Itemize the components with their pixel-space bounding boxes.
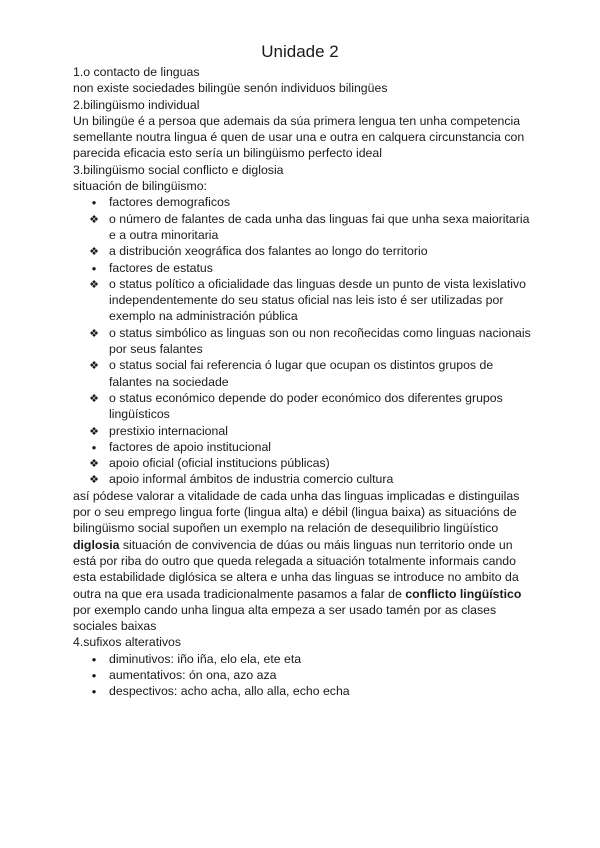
body-text: outra na que era usada tradicionalmente pasamos a falar de <box>73 586 406 601</box>
document-body <box>73 64 533 700</box>
bullet-diamond-icon <box>87 211 101 228</box>
list-item-text: lingüísticos <box>109 407 170 422</box>
list-item <box>73 357 533 390</box>
list-item <box>73 325 533 358</box>
body-line: está por riba do outro que queda relegada a situación totalmente informais cando <box>73 553 516 568</box>
list-item <box>73 683 533 699</box>
list-item-text: e a outra minoritaria <box>109 227 219 242</box>
body-line: bilingüismo social supoñen un exemplo na relación de desequilibrio lingüístico <box>73 521 499 536</box>
bullet-diamond-icon <box>87 325 101 342</box>
subheading: situación de bilingüismo: <box>73 179 207 194</box>
list-item <box>73 423 533 439</box>
list-item-text: o número de falantes de cada unha das linguas fai que unha sexa maioritaria <box>109 211 530 226</box>
bullet-diamond-icon <box>87 423 101 440</box>
suffix-list <box>73 651 533 700</box>
list-item-text: factores de apoio institucional <box>109 439 272 454</box>
list-item-text: a distribución xeográfica dos falantes ao longo do territorio <box>109 244 428 259</box>
body-line <box>73 537 533 553</box>
page-title: Unidade 2 <box>261 42 339 61</box>
list-item-text: o status simbólico as linguas son ou non recoñecidas como linguas nacionais <box>109 325 531 340</box>
body-line: por exemplo cando unha lingua alta empeza a ser usado tamén por as clases <box>73 602 497 617</box>
list-item <box>73 651 533 667</box>
list-item-text: por seus falantes <box>109 342 203 357</box>
bullet-diamond-icon <box>87 455 101 472</box>
bullet-diamond-icon <box>87 357 101 374</box>
list-item <box>73 390 533 423</box>
bullet-diamond-icon <box>87 276 101 293</box>
list-item-text: aumentativos: ón ona, azo aza <box>109 667 277 682</box>
bullet-dot-icon <box>87 683 101 701</box>
list-item <box>73 471 533 487</box>
bold-term-conflicto: conflicto lingüístico <box>405 586 522 601</box>
section-heading-3: 3.bilingüismo social conflicto e diglosia <box>73 162 284 177</box>
body-line <box>73 586 533 602</box>
bullet-diamond-icon <box>87 471 101 488</box>
list-item-text: falantes na sociedade <box>109 374 229 389</box>
body-line: así pódese valorar a vitalidade de cada unha das linguas implicadas e distinguilas <box>73 488 520 503</box>
list-item-text: despectivos: acho acha, allo alla, echo echa <box>109 684 350 699</box>
bullet-diamond-icon <box>87 243 101 260</box>
section-heading-2: 2.bilingüismo individual <box>73 97 200 112</box>
body-line: esta estabilidade diglósica se altera e unha das linguas se introduce no ambito da <box>73 570 519 585</box>
body-line: non existe sociedades bilingüe senón individuos bilingües <box>73 81 388 96</box>
list-item-text: o status social fai referencia ó lugar que ocupan os distintos grupos de <box>109 358 494 373</box>
bullet-diamond-icon <box>87 390 101 407</box>
list-item <box>73 667 533 683</box>
body-line: por o seu emprego lingua forte (lingua alta) e débil (lingua baixa) as situacións de <box>73 505 517 520</box>
bold-term-diglosia: diglosia <box>73 537 120 552</box>
list-item <box>73 211 533 244</box>
section-heading-1: 1.o contacto de linguas <box>73 65 200 79</box>
list-item-text: prestixio internacional <box>109 423 228 438</box>
list-item-text: factores de estatus <box>109 260 213 275</box>
list-item-text: o status político a oficialidade das linguas desde un punto de vista lexislativo <box>109 276 526 291</box>
list-item <box>73 455 533 471</box>
list-item-text: diminutivos: iño iña, elo ela, ete eta <box>109 651 302 666</box>
list-item-text: o status económico depende do poder económico dos diferentes grupos <box>109 390 503 405</box>
body-line: sociales baixas <box>73 619 157 634</box>
list-item-text: factores demograficos <box>109 195 230 210</box>
body-text: situación de convivencia de dúas ou máis linguas nun territorio onde un <box>119 537 513 552</box>
list-item-text: apoio oficial (oficial institucions públicas) <box>109 456 330 471</box>
list-item <box>73 276 533 325</box>
list-item <box>73 194 533 210</box>
bilingualism-factors-list <box>73 194 533 487</box>
list-item-text: exemplo na administración pública <box>109 309 298 324</box>
body-line: parecida eficacia esto sería un bilingüismo perfecto ideal <box>73 146 382 161</box>
list-item-text: independentemente do seu status oficial nas leis isto é ser utilizadas por <box>109 293 504 308</box>
list-item-text: apoio informal ámbitos de industria comercio cultura <box>109 472 394 487</box>
list-item <box>73 439 533 455</box>
body-line: semellante noutra lingua é quen de usar una e outra en calquera circunstancia con <box>73 130 525 145</box>
list-item <box>73 260 533 276</box>
list-item <box>73 243 533 259</box>
body-line: Un bilingüe é a persoa que ademais da súa primera lengua ten unha competencia <box>73 113 521 128</box>
section-heading-4: 4.sufixos alterativos <box>73 635 181 650</box>
